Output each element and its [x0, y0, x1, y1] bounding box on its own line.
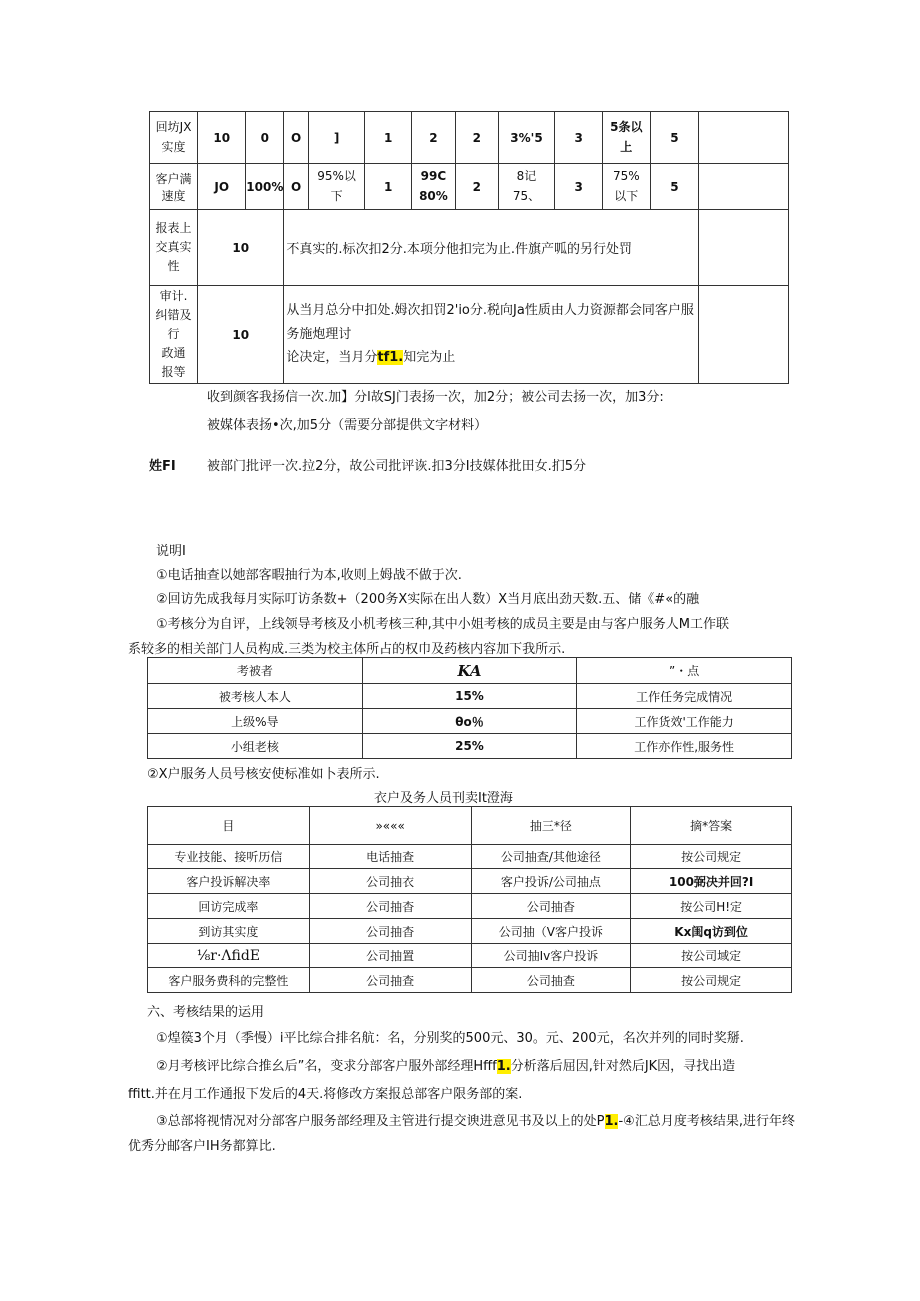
standard-table	[147, 806, 792, 993]
table-row	[148, 919, 792, 944]
cell: 2	[455, 164, 498, 210]
cell	[699, 210, 789, 286]
cell: 公司抽（V客户投诉	[471, 919, 631, 944]
row-label: 审计. 纠错及行 政通 报等	[150, 286, 198, 384]
cell: 公司抽衣	[309, 869, 471, 894]
cell: 100弼决并回?I	[631, 869, 792, 894]
row-label: 报表上 交真实 性	[150, 210, 198, 286]
cell: 客户服务费科的完整性	[148, 968, 310, 993]
weight-table	[147, 657, 792, 759]
cell: 75% 以下	[603, 164, 650, 210]
cell: 3%'5	[498, 112, 554, 164]
column-header: »«««	[309, 807, 471, 845]
cell: 公司抽查	[309, 968, 471, 993]
cell: 按公司规定	[631, 845, 792, 869]
cell: 工作货效'工作能力	[577, 709, 792, 734]
table-row	[148, 734, 792, 759]
cell	[699, 164, 789, 210]
cell	[699, 286, 789, 384]
cell: O	[284, 164, 309, 210]
cell: JO	[198, 164, 246, 210]
cell: 1	[365, 164, 412, 210]
cell: 按公司域定	[631, 944, 792, 968]
note-item: ①考核分为自评，上线领导考核及小机考核三种,其中小姐考核的成员主要是由与客户服务人M工作联	[156, 617, 730, 632]
note-item: 系较多的相关部门人员构成.三类为校主体所占的权巾及药核内容加下我所示.	[128, 642, 566, 657]
cell: 公司抽杳	[309, 894, 471, 919]
table-row	[148, 894, 792, 919]
cell: 0	[246, 112, 284, 164]
cell: 电话抽查	[309, 845, 471, 869]
table-row	[150, 112, 789, 164]
paragraph: 优秀分邮客户IH务都算比.	[128, 1139, 276, 1154]
cell: 公司抽查	[471, 968, 631, 993]
score-cell: 10	[198, 210, 284, 286]
cell: 2	[455, 112, 498, 164]
paragraph: ①煌篌3个月（季慢）i平比综合排名航：名，分别奖的500元、30。元、200元，名次并列的同时奖掰.	[156, 1031, 744, 1046]
praise-line: 收到颜客我扬信一次.加】分l故SJ门表扬一次，加2分；被公司去扬一次，加3分:	[207, 390, 664, 405]
cell: 回访完成率	[148, 894, 310, 919]
cell: 工作亦作性,服务性	[577, 734, 792, 759]
cell: ]	[308, 112, 364, 164]
cell: 3	[555, 164, 603, 210]
cell: 客户投诉/公司抽点	[471, 869, 631, 894]
cell: 3	[555, 112, 603, 164]
cell: 100%	[246, 164, 284, 210]
cell: 被考核人本人	[148, 684, 363, 709]
cell	[699, 112, 789, 164]
cell: 上级%导	[148, 709, 363, 734]
cell: 按公司H!定	[631, 894, 792, 919]
row-label: 回坊JX 实度	[150, 112, 198, 164]
paragraph: ③总部将视情况对分部客户服务部经理及主管进行提交谀进意见书及以上的处P1.-④汇总月度考核结果,进行年终	[156, 1114, 795, 1129]
rule-text: 从当月总分中扣处.姆次扣罚2'io分.税向Ja性质由人力资源都会同客户服务施炮理讨 论决定，当月分tf1.知完为止	[284, 286, 699, 384]
cell: 95%以 下	[308, 164, 364, 210]
cell: 8记 75、	[498, 164, 554, 210]
table2-intro: ②X户服务人员号核安使标准如卜表所示.	[147, 767, 380, 782]
score-cell: 10	[198, 286, 284, 384]
cell: 公司抽查/其他途径	[471, 845, 631, 869]
cell: 15%	[362, 684, 577, 709]
table-row	[148, 845, 792, 869]
table-header-row	[148, 658, 792, 684]
table-header-row	[148, 807, 792, 845]
cell: 25%	[362, 734, 577, 759]
paragraph: ②月考核评比综合推幺后”名，变求分部客户服外部经理Hfff1.分析落后屈因,针对然后JK因，寻找出造	[156, 1059, 736, 1074]
table-row	[150, 210, 789, 286]
cell: 公司抽杳	[309, 919, 471, 944]
cell: θo％	[362, 709, 577, 734]
criticism-line: 被部门批评一次.拉2分，故公司批评诙.扣3分I技媒体批田女.扪5分	[207, 459, 587, 474]
paragraph: ffitt.并在月工作通报下发后的4天.将修改方案报总部客户限务部的案.	[128, 1087, 523, 1102]
cell: ⅛r·ΛfidE	[148, 944, 310, 968]
cell: 公司抽置	[309, 944, 471, 968]
criticism-label: 姓FI	[149, 459, 176, 474]
cell: 工作任务完成情况	[577, 684, 792, 709]
column-header: 抽三*径	[471, 807, 631, 845]
cell: 专业技能、接听历信	[148, 845, 310, 869]
table-row	[148, 709, 792, 734]
cell: 公司抽杳	[471, 894, 631, 919]
cell: 按公司规定	[631, 968, 792, 993]
row-label: 客户满速度	[150, 164, 198, 210]
table-row	[148, 869, 792, 894]
cell: 客户投诉解决率	[148, 869, 310, 894]
column-header: ”・点	[577, 658, 792, 684]
cell: 1	[365, 112, 412, 164]
cell: Kx闺q访到位	[631, 919, 792, 944]
cell: 公司抽Iv客户投诉	[471, 944, 631, 968]
notes-title: 说明I	[156, 544, 186, 559]
cell: 99C 80%	[412, 164, 456, 210]
table2-title: 衣户及务人员刊卖It澄海	[374, 791, 513, 806]
table-row	[148, 968, 792, 993]
column-header: 目	[148, 807, 310, 845]
section-title: 六、考核结果的运用	[147, 1005, 265, 1020]
cell: 5	[650, 112, 699, 164]
rule-text: 不真实的.标次扣2分.本项分他扣完为止.件旗产呱的另行处罚	[284, 210, 699, 286]
cell: 到访其实度	[148, 919, 310, 944]
table-row	[148, 944, 792, 968]
praise-line: 被媒体表扬•次,加5分（需要分部提供文字材料）	[207, 418, 488, 433]
cell: 10	[198, 112, 246, 164]
scoring-table	[149, 111, 789, 384]
table-row	[150, 164, 789, 210]
column-header: KA	[362, 658, 577, 684]
cell: O	[284, 112, 309, 164]
cell: 5条以 上	[603, 112, 650, 164]
table-row	[148, 684, 792, 709]
table-row	[150, 286, 789, 384]
note-item: ①电话抽查以她部客暇抽行为本,收则上姆战不做于次.	[156, 568, 462, 583]
cell: 2	[412, 112, 456, 164]
column-header: 考被者	[148, 658, 363, 684]
cell: 小组老核	[148, 734, 363, 759]
cell: 5	[650, 164, 699, 210]
note-item: ②回访先成我每月实际叮访条数+（200务X实际在出人数）X当月底出劲天数.五、储《#«的融	[156, 592, 700, 607]
column-header: 摘*答案	[631, 807, 792, 845]
